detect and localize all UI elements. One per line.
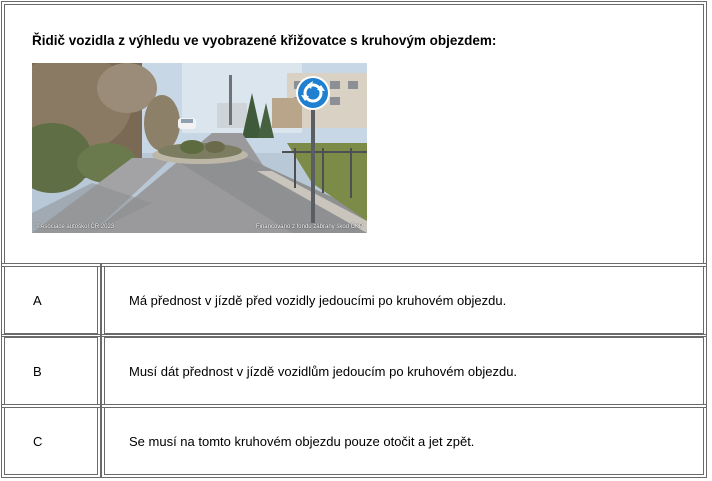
- answer-letter: A: [33, 293, 42, 308]
- answer-text: Se musí na tomto kruhovém objezdu pouze otočit a jet zpět.: [129, 434, 475, 449]
- answer-text-cell[interactable]: [104, 266, 704, 334]
- photo-credit-left: ©Asociace autoškol ČR 2023: [36, 224, 115, 230]
- answer-text: Má přednost v jízdě před vozidly jedoucími po kruhovém objezdu.: [129, 293, 507, 308]
- answer-text-cell[interactable]: [104, 407, 704, 475]
- intersection-photo: [32, 63, 367, 233]
- answer-row-b[interactable]: [4, 337, 704, 405]
- question-sheet: [4, 4, 704, 476]
- answer-row-c[interactable]: [4, 407, 704, 475]
- answer-letter-cell: [4, 407, 98, 475]
- photo-credit-right: Financováno z fondu zábrany škod ČKP: [255, 224, 363, 230]
- answer-text: Musí dát přednost v jízdě vozidlům jedoucím po kruhovém objezdu.: [129, 364, 518, 379]
- answer-letter: B: [33, 364, 42, 379]
- answer-text-cell[interactable]: [104, 337, 704, 405]
- question-box: [4, 4, 704, 264]
- answer-letter: C: [33, 434, 43, 449]
- answer-letter-cell: [4, 266, 98, 334]
- question-title: Řidič vozidla z výhledu ve vyobrazené křižovatce s kruhovým objezdem:: [32, 33, 497, 48]
- answer-row-a[interactable]: [4, 266, 704, 334]
- street-scene-illustration: [32, 63, 367, 233]
- answer-letter-cell: [4, 337, 98, 405]
